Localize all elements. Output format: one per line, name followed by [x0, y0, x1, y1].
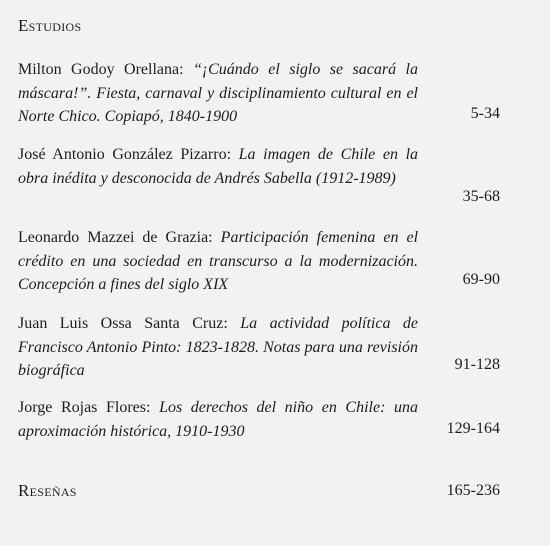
section-heading-resenas: Reseñas: [18, 481, 77, 500]
entry-author: Juan Luis Ossa Santa Cruz:: [18, 315, 228, 332]
entry-author: Leonardo Mazzei de Grazia:: [18, 229, 213, 246]
toc-entry: [18, 396, 418, 443]
entry-pages: 5-34: [470, 105, 500, 122]
section-heading-estudios: Estudios: [18, 16, 82, 35]
entry-pages: 35-68: [462, 188, 500, 205]
entry-title: Participación femenina en el crédito en una sociedad en transcurso a la modernización. Concepción a fines del siglo XIX: [18, 229, 419, 293]
section-pages-resenas: 165-236: [446, 482, 500, 499]
entry-title: La imagen de Chile en la obra inédita y desconocida de Andrés Sabella (1912-1989): [18, 146, 419, 187]
toc-entry: [18, 58, 418, 129]
toc-entry: [18, 312, 418, 383]
entry-title: Los derechos del niño en Chile: una aproximación histórica, 1910-1930: [18, 399, 419, 440]
toc-entry: [18, 226, 418, 297]
toc-entry: [18, 143, 418, 190]
entry-author: Milton Godoy Orellana:: [18, 61, 184, 78]
entry-title: La actividad política de Francisco Antonio Pinto: 1823-1828. Notas para una revisión biográfica: [18, 315, 419, 379]
entry-author: José Antonio González Pizarro:: [18, 146, 232, 163]
entry-title: “¡Cuándo el siglo se sacará la máscara!”. Fiesta, carnaval y disciplinamiento cultural en el Norte Chico. Copiapó, 1840-1900: [18, 61, 418, 125]
entry-author: Jorge Rojas Flores:: [18, 399, 151, 416]
entry-pages: 69-90: [462, 271, 500, 288]
entry-pages: 91-128: [454, 356, 500, 373]
entry-pages: 129-164: [446, 420, 500, 437]
